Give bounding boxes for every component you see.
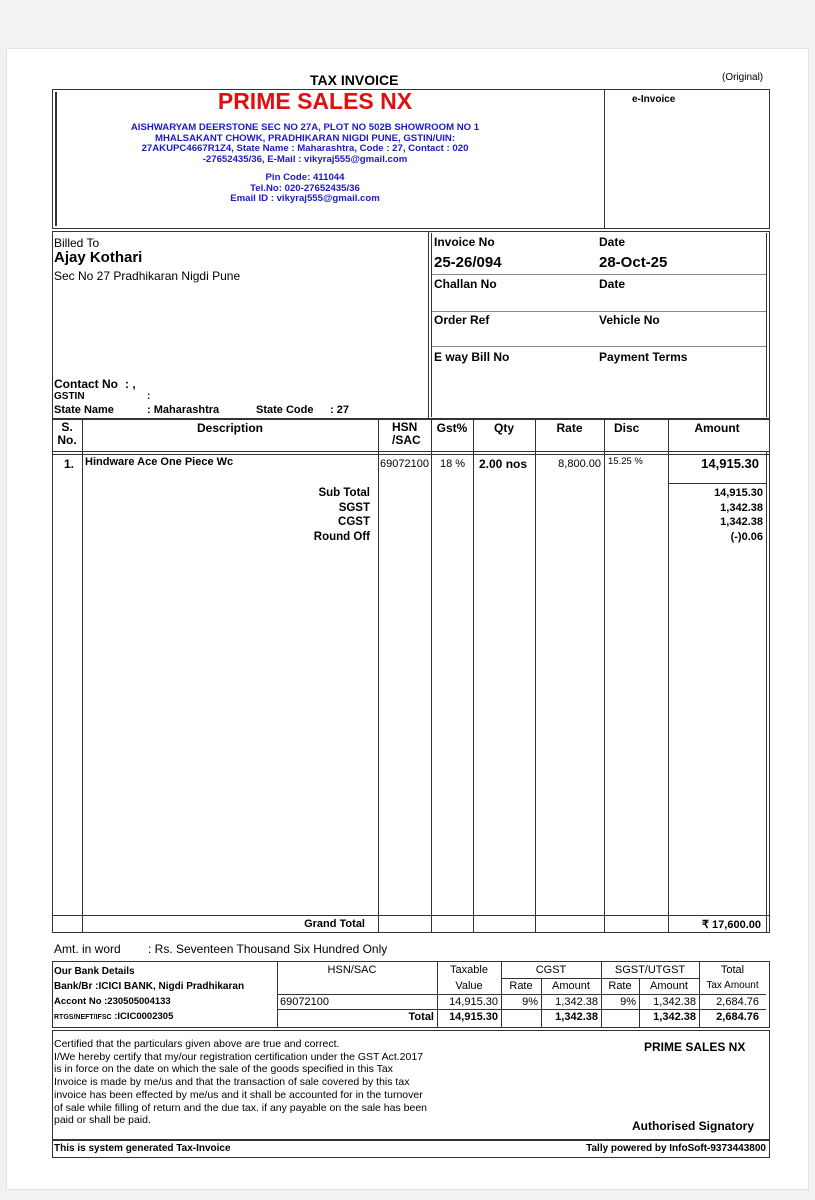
- vehicle-no-label: Vehicle No: [599, 313, 660, 327]
- tax-row-sgst-amount: 1,342.38: [653, 996, 696, 1008]
- col-header-disc: Disc: [614, 421, 640, 435]
- document-title: TAX INVOICE: [310, 72, 399, 88]
- col-header-amount: Amount: [694, 421, 740, 435]
- tax-total-cgst: 1,342.38: [555, 1011, 598, 1023]
- grand-total-label: Grand Total: [304, 918, 365, 930]
- summary-values: 14,915.30 1,342.38 1,342.38 (-)0.06: [714, 487, 763, 543]
- invoice-no: 25-26/094: [434, 254, 502, 271]
- tax-cgst-rate-header: Rate: [509, 980, 533, 992]
- eway-bill-label: E way Bill No: [434, 350, 510, 364]
- copy-label: (Original): [722, 72, 764, 83]
- order-ref-label: Order Ref: [434, 313, 490, 327]
- einvoice-label: e-Invoice: [632, 94, 676, 105]
- billed-to-label: Billed To: [54, 236, 100, 250]
- declaration-text: Certified that the particulars given above are true and correct. I/We hereby certify that my/our registration certification under the GST Act.2017 is in force on the date on which the sale of the goods specified in this Tax Invoice is made by me/us and that the transaction of sale covered by this tax invoice has been effected by me/us and it shall be accounted for in the turnover of sale while filling of return and the due tax. if any payable on the sale has been paid or shall be paid.: [54, 1038, 427, 1127]
- tax-row-cgst-rate: 9%: [522, 996, 538, 1008]
- buyer-name: Ajay Kothari: [54, 249, 143, 266]
- item-disc: 15.25 %: [608, 456, 643, 467]
- tax-row-cgst-amount: 1,342.38: [555, 996, 598, 1008]
- col-header-sno: S. No.: [57, 420, 77, 447]
- tax-cgst-header: CGST: [535, 964, 567, 976]
- buyer-address: Sec No 27 Pradhikaran Nigdi Pune: [54, 269, 241, 283]
- date-label: Date: [599, 235, 626, 249]
- bank-details-title: Our Bank Details: [54, 966, 135, 977]
- tax-row-hsn: 69072100: [280, 996, 329, 1008]
- item-sno: 1.: [64, 457, 75, 471]
- tax-total-header-2: Tax Amount: [706, 980, 759, 991]
- item-qty: 2.00 nos: [479, 457, 528, 471]
- contact-label: Contact No: [54, 377, 118, 391]
- tax-row-sgst-rate: 9%: [620, 996, 636, 1008]
- tax-sgst-amount-header: Amount: [650, 980, 688, 992]
- tax-total-label: Total: [408, 1011, 434, 1023]
- seller-address: AISHWARYAM DEERSTONE SEC NO 27A, PLOT NO 502B SHOWROOM NO 1 MHALSAKANT CHOWK, PRADHIKARAN NIGDI PUNE, GSTIN/UIN: 27AKUPC4667R1Z4, State Name : Maharashtra, Code : 27, Contact : 020 -27652435/36, E-Mail : vikyraj555@gmail.com Pin Code: 411044 Tel.No: 020-27652435/36 Email ID : vikyraj555@gmail.com: [130, 122, 480, 204]
- item-rate: 8,800.00: [558, 458, 601, 470]
- item-gst: 18 %: [440, 458, 466, 470]
- tax-total-header-1: Total: [720, 964, 745, 976]
- tax-total-amount: 2,684.76: [716, 1011, 759, 1023]
- col-header-gst: Gst%: [436, 421, 468, 435]
- item-description: Hindware Ace One Piece Wc: [85, 456, 234, 468]
- amount-in-words-label: Amt. in word: [54, 942, 121, 956]
- footer-powered-by: Tally powered by InfoSoft-9373443800: [586, 1143, 766, 1154]
- tax-taxable-header-1: Taxable: [450, 964, 488, 976]
- state-code-value: : 27: [330, 404, 349, 416]
- tax-total-sgst: 1,342.38: [653, 1011, 696, 1023]
- bank-name: Bank/Br :ICICI BANK, Nigdi Pradhikaran: [54, 981, 245, 992]
- payment-terms-label: Payment Terms: [599, 350, 688, 364]
- ifsc-code: RTGS/NEFT/IFSC :ICIC0002305: [54, 1011, 174, 1022]
- state-name-value: : Maharashtra: [147, 404, 220, 416]
- footer-system-generated: This is system generated Tax-Invoice: [54, 1143, 231, 1154]
- tax-sgst-header: SGST/UTGST: [614, 964, 686, 976]
- contact-value: : ,: [125, 377, 136, 391]
- col-header-rate: Rate: [556, 421, 583, 435]
- tax-hsn-header: HSN/SAC: [327, 964, 377, 976]
- tax-sgst-rate-header: Rate: [608, 980, 632, 992]
- gstin-label: GSTIN: [54, 391, 85, 402]
- state-name-label: State Name: [54, 404, 114, 416]
- summary-labels: Sub Total SGST CGST Round Off: [313, 487, 370, 543]
- tax-cgst-amount-header: Amount: [552, 980, 590, 992]
- gstin-value: :: [147, 391, 151, 402]
- account-no: Accont No :230505004133: [54, 996, 171, 1007]
- grand-total-value: ₹ 17,600.00: [702, 919, 761, 931]
- item-table: [52, 419, 770, 933]
- state-code-label: State Code: [256, 404, 314, 416]
- amount-in-words-value: : Rs. Seventeen Thousand Six Hundred Only: [148, 942, 388, 956]
- item-amount: 14,915.30: [701, 456, 759, 471]
- signature-company: PRIME SALES NX: [644, 1040, 746, 1054]
- tax-taxable-header-2: Value: [455, 980, 483, 992]
- tax-row-total: 2,684.76: [716, 996, 759, 1008]
- item-hsn: 69072100: [380, 458, 429, 470]
- col-header-description: Description: [196, 421, 263, 435]
- tax-row-taxable: 14,915.30: [449, 996, 498, 1008]
- seller-name: PRIME SALES NX: [217, 88, 413, 114]
- invoice-date: 28-Oct-25: [599, 254, 668, 271]
- tax-total-taxable: 14,915.30: [449, 1011, 498, 1023]
- invoice-no-label: Invoice No: [434, 235, 495, 249]
- authorised-signatory-label: Authorised Signatory: [632, 1119, 755, 1133]
- challan-date-label: Date: [599, 277, 626, 291]
- challan-no-label: Challan No: [434, 277, 497, 291]
- col-header-qty: Qty: [493, 421, 514, 435]
- col-header-hsn: HSN /SAC: [392, 420, 421, 447]
